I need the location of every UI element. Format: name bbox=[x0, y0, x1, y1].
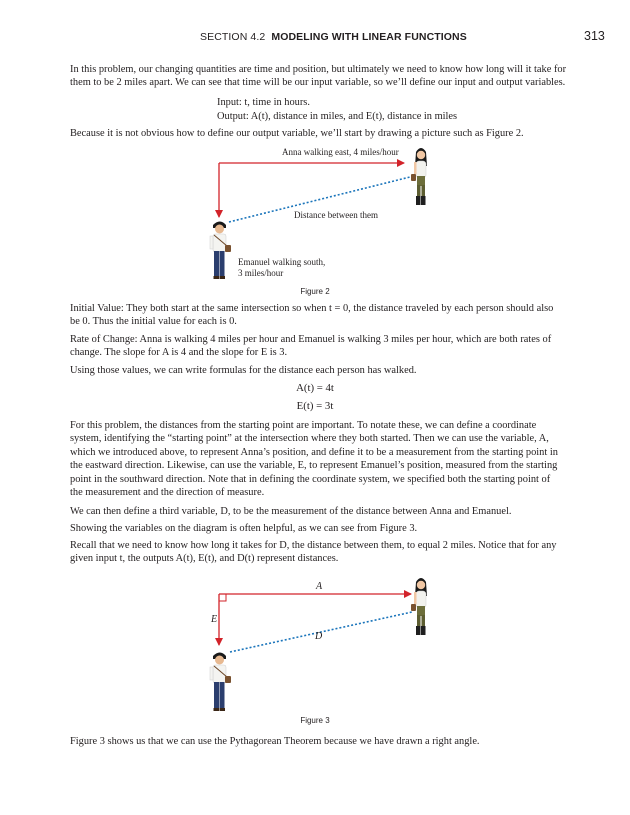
page-number: 313 bbox=[584, 29, 605, 43]
equation-a: A(t) = 4t bbox=[296, 382, 334, 394]
recall-line-2: given input t, the outputs A(t), E(t), and D(t) represent distances. bbox=[70, 553, 339, 565]
coord-line-5: point in the southward direction. Note that in defining the coordinate system, we specified both the starting point of bbox=[70, 473, 551, 485]
intro-line-1: In this problem, our changing quantities are time and position, but ultimately we need to know how long will it take for bbox=[70, 64, 567, 75]
using-values-paragraph: Using those values, we can write formulas for the distance each person has walked. bbox=[70, 365, 417, 376]
showing-variables-paragraph: Showing the variables on the diagram is often helpful, as we can see from Figure 3. bbox=[70, 523, 418, 534]
closing-paragraph: Figure 3 shows us that we can use the Pythagorean Theorem because we have drawn a right angle. bbox=[70, 736, 480, 747]
emanuel-label-line-1: Emanuel walking south, bbox=[238, 257, 326, 267]
anna-label: Anna walking east, 4 miles/hour bbox=[282, 147, 399, 157]
intro-line-2: them to be 2 miles apart. We can see that time will be our input variable, so we’ll define our input and output variables. bbox=[70, 77, 566, 89]
coord-line-4: the eastward direction. Likewise, can use the variable, E, to represent Emanuel’s position, measured from the starting bbox=[70, 460, 558, 472]
section-title: MODELING WITH LINEAR FUNCTIONS bbox=[271, 31, 467, 43]
anna-figure-3 bbox=[411, 578, 427, 635]
figure-3-caption: Figure 3 bbox=[300, 716, 330, 725]
label-d: D bbox=[315, 631, 323, 642]
coord-line-2: system, identifying the “starting point” at the intersection where they both started. Then we can use the variable, A, bbox=[70, 433, 549, 445]
input-definition: Input: t, time in hours. bbox=[217, 97, 310, 108]
label-a: A bbox=[316, 581, 323, 592]
rate-line-2: change. The slope for A is 4 and the slope for E is 3. bbox=[70, 347, 288, 359]
distance-label: Distance between them bbox=[294, 210, 378, 220]
coord-line-6: the measurement and the direction of measure. bbox=[70, 487, 265, 499]
coord-line-1: For this problem, the distances from the starting point are important. To notate these, we can define a coordinate bbox=[70, 420, 537, 431]
third-variable-paragraph: We can then define a third variable, D, to be the measurement of the distance between Anna and Emanuel. bbox=[70, 506, 512, 517]
section-label: SECTION 4.2 bbox=[200, 31, 266, 43]
figure2-intro-paragraph: Because it is not obvious how to define our output variable, we’ll start by drawing a picture such as Figure 2. bbox=[70, 128, 524, 139]
emanuel-figure-3 bbox=[210, 653, 231, 712]
label-e: E bbox=[211, 614, 218, 625]
initial-value-line-2: be 0. Thus the initial value for each is 0. bbox=[70, 316, 237, 328]
recall-line-1: Recall that we need to know how long it takes for D, the distance between them, to equal 2 miles. Notice that for any bbox=[70, 540, 557, 551]
equation-e: E(t) = 3t bbox=[296, 400, 334, 412]
figure-2-caption: Figure 2 bbox=[300, 287, 330, 296]
right-angle-marker bbox=[219, 594, 226, 601]
output-definition: Output: A(t), distance in miles, and E(t), distance in miles bbox=[217, 111, 458, 122]
emanuel-label-line-2: 3 miles/hour bbox=[238, 268, 284, 278]
rate-line-1: Rate of Change: Anna is walking 4 miles per hour and Emanuel is walking 3 miles per hour, which are both rates of bbox=[70, 334, 552, 345]
initial-value-line-1: Initial Value: They both start at the same intersection so when t = 0, the distance traveled by each person should also bbox=[70, 303, 554, 314]
coord-line-3: which we introduced above, to represent Anna’s position, and define it to be a measurement from the starting point in bbox=[70, 446, 558, 458]
